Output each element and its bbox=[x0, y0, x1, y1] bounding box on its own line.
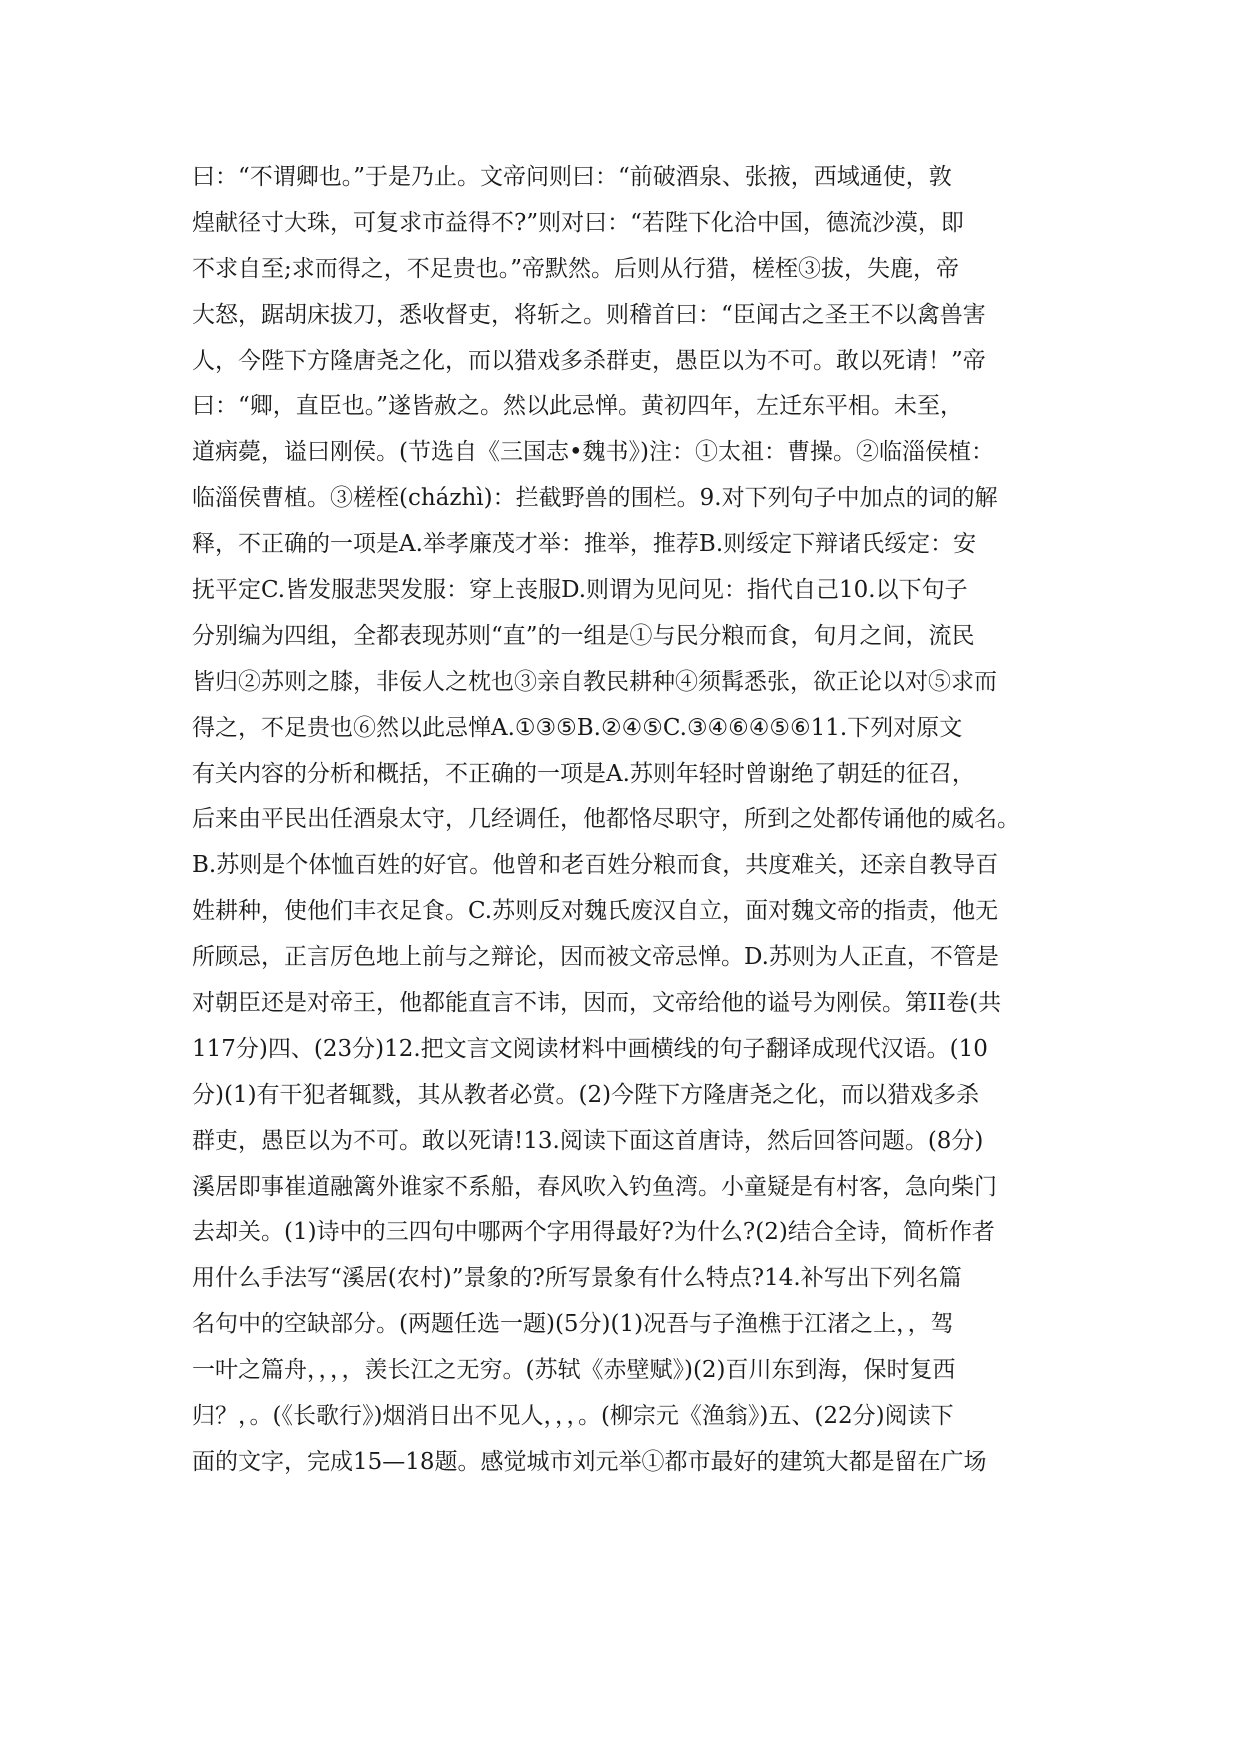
text-line: 临淄侯曹植。③槎桎(cházhì)：拦截野兽的围栏。9.对下列句子中加点的词的解 bbox=[192, 485, 998, 512]
text-line: 大怒，踞胡床拔刀，悉收督吏，将斩之。则稽首曰：“臣闻古之圣王不以禽兽害 bbox=[192, 301, 986, 328]
text-line: 溪居即事崔道融篱外谁家不系船，春风吹入钓鱼湾。小童疑是有村客，急向柴门 bbox=[192, 1173, 997, 1200]
text-line: 分)(1)有干犯者辄戮，其从教者必赏。(2)今陛下方隆唐尧之化，而以猎戏多杀 bbox=[192, 1081, 980, 1108]
text-line: 名句中的空缺部分。(两题任选一题)(5分)(1)况吾与子渔樵于江渚之上，，驾 bbox=[192, 1311, 954, 1338]
text-line: 释，不正确的一项是A.举孝廉茂才举：推举，推荐B.则绥定下辩诸氏绥定：安 bbox=[192, 531, 977, 558]
text-line: 曰：“卿，直臣也。”遂皆赦之。然以此忌惮。黄初四年，左迁东平相。未至， bbox=[192, 393, 964, 420]
text-line: 姓耕种，使他们丰衣足食。C.苏则反对魏氏废汉自立，面对魏文帝的指责，他无 bbox=[192, 898, 999, 925]
text-line: 煌献径寸大珠，可复求市益得不?”则对曰：“若陛下化洽中国，德流沙漠，即 bbox=[192, 209, 964, 236]
text-line: 有关内容的分析和概括，不正确的一项是A.苏则年轻时曾谢绝了朝廷的征召， bbox=[192, 760, 975, 787]
text-line: 不求自至;求而得之，不足贵也。”帝默然。后则从行猎，槎桎③拔，失鹿，帝 bbox=[192, 255, 960, 282]
text-line: B.苏则是个体恤百姓的好官。他曾和老百姓分粮而食，共度难关，还亲自教导百 bbox=[192, 852, 999, 879]
text-line: 皆归②苏则之膝，非佞人之枕也③亲自教民耕种④须髯悉张，欲正论以对⑤求而 bbox=[192, 668, 997, 695]
text-line: 所顾忌，正言厉色地上前与之辩论，因而被文帝忌惮。D.苏则为人正直，不管是 bbox=[192, 944, 999, 971]
text-line: 用什么手法写“溪居(农村)”景象的?所写景象有什么特点?14.补写出下列名篇 bbox=[192, 1265, 962, 1292]
text-line: 后来由平民出任酒泉太守，几经调任，他都恪尽职守，所到之处都传诵他的威名。 bbox=[192, 806, 1020, 833]
text-line: 道病薨，谥曰刚侯。(节选自《三国志•魏书》)注：①太祖：曹操。②临淄侯植： bbox=[192, 439, 995, 466]
text-line: 抚平定C.皆发服悲哭发服：穿上丧服D.则谓为见问见：指代自己10.以下句子 bbox=[192, 577, 968, 604]
body-text bbox=[192, 155, 1062, 1486]
text-line: 得之，不足贵也⑥然以此忌惮A.①③⑤B.②④⑤C.③④⑥④⑤⑥11.下列对原文 bbox=[192, 714, 963, 741]
text-line: 去却关。(1)诗中的三四句中哪两个字用得最好?为什么?(2)结合全诗，简析作者 bbox=[192, 1219, 995, 1246]
text-line: 归？，。(《长歌行》)烟消日出不见人，，，。(柳宗元《渔翁》)五、(22分)阅读下 bbox=[192, 1403, 954, 1430]
text-line: 面的文字，完成15—18题。感觉城市刘元举①都市最好的建筑大都是留在广场 bbox=[192, 1448, 987, 1475]
text-line: 曰：“不谓卿也。”于是乃止。文帝问则曰：“前破酒泉、张掖，西域通使，敦 bbox=[192, 164, 952, 190]
text-line: 群吏，愚臣以为不可。敢以死请!13.阅读下面这首唐诗，然后回答问题。(8分) bbox=[192, 1127, 984, 1154]
text-line: 分别编为四组，全都表现苏则“直”的一组是①与民分粮而食，旬月之间，流民 bbox=[192, 622, 975, 649]
text-line: 人，今陛下方隆唐尧之化，而以猎戏多杀群吏，愚臣以为不可。敢以死请！”帝 bbox=[192, 347, 986, 374]
text-line: 117分)四、(23分)12.把文言文阅读材料中画横线的句子翻译成现代汉语。(10 bbox=[192, 1035, 988, 1062]
text-line: 对朝臣还是对帝王，他都能直言不讳，因而，文帝给他的谥号为刚侯。第II卷(共 bbox=[192, 990, 1002, 1017]
text-line: 一叶之篇舟，，，，羡长江之无穷。(苏轼《赤壁赋》)(2)百川东到海，保时复西 bbox=[192, 1357, 956, 1384]
